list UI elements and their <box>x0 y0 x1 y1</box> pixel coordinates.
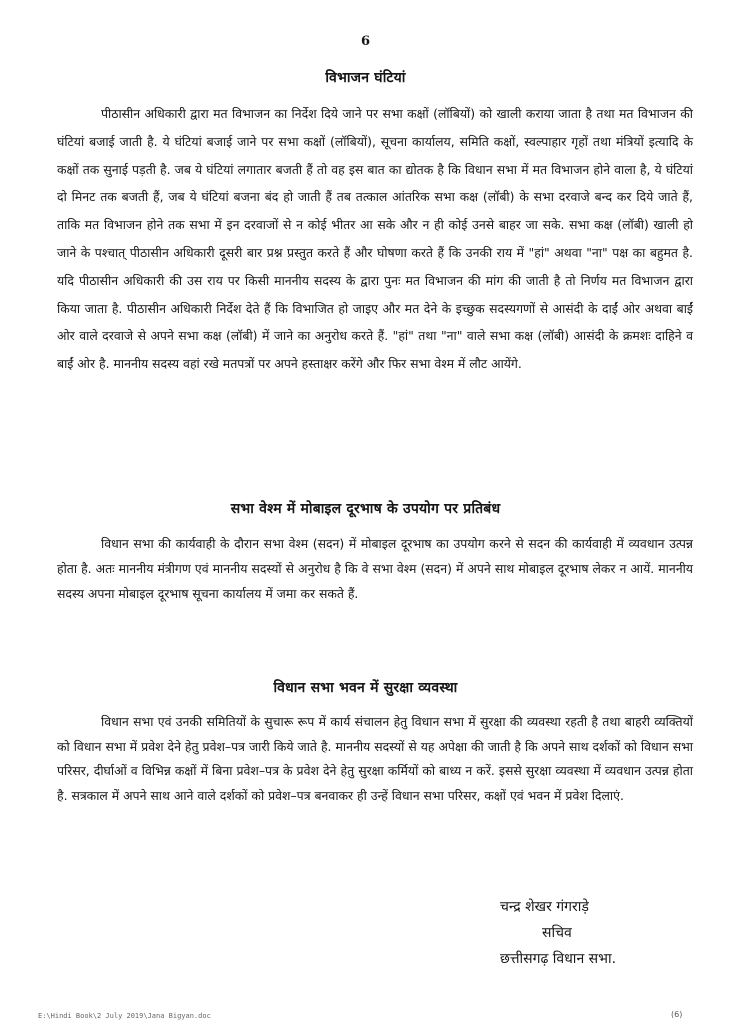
page-number: 6 <box>360 34 371 49</box>
footer-page-marker: (6) <box>671 1010 683 1019</box>
section-heading-mobile-ban: सभा वेश्म में मोबाइल दूरभाष के उपयोग पर प्रतिबंध <box>230 501 501 517</box>
section-body-mobile-ban: विधान सभा की कार्यवाही के दौरान सभा वेश्म (सदन) में मोबाइल दूरभाष का उपयोग करने से सदन की कार्यवाही में व्यवधान उत्पन्न होता है. अतः माननीय मंत्रीगण एवं माननीय सदस्यों से अनुरोध है कि वे सभा वेश्म (सदन) में अपने साथ मोबाइल दूरभाष लेकर न आयें. माननीय सदस्य अपना मोबाइल दूरभाष सूचना कार्यालय में जमा कर सकते हैं. <box>57 536 693 601</box>
section-heading-division-bells: विभाजन घंटियां <box>325 70 406 86</box>
signatory-name: चन्द्र शेखर गंगराड़े <box>500 899 589 915</box>
signatory-organization: छत्तीसगढ़ विधान सभा. <box>500 951 617 967</box>
section-body-division-bells: पीठासीन अधिकारी द्वारा मत विभाजन का निर्देश दिये जाने पर सभा कक्षों (लॉबियों) को खाली कराया जाता है तथा मत विभाजन की घंटियां बजाई जाती है. ये घंटियां बजाई जाने पर सभा कक्षों (लॉबियों), सूचना कार्यालय, समिति कक्षों, स्वल्पाहार गृहों तथा मंत्रियों इत्यादि के कक्षों तक सुनाई पड़ती है. जब ये घंटियां लगातार बजती हैं तो वह इस बात का द्योतक है कि विधान सभा में मत विभाजन होने वाला है, ये घंटियां दो मिनट तक बजती हैं, जब ये घंटियां बजना बंद हो जाती हैं तब तत्काल आंतरिक सभा कक्ष (लॉबी) के सभा दरवाजे बन्द कर दिये जाते हैं, ताकि मत विभाजन होने तक सभा में इन दरवाजों से न कोई भीतर आ सके और न ही कोई उनसे बाहर जा सके. सभा कक्ष (लॉबी) खाली हो जाने के पश्चात् पीठासीन अधिकारी दूसरी बार प्रश्न प्रस्तुत करते हैं और घोषणा करते हैं कि उनकी राय में "हां" अथवा "ना" पक्ष का बहुमत है. यदि पीठासीन अधिकारी की उस राय पर किसी माननीय सदस्य के द्वारा पुनः मत विभाजन की मांग की जाती है तो निर्णय मत विभाजन द्वारा किया जाता है. पीठासीन अधिकारी निर्देश देते हैं कि विभाजित हो जाइए और मत देने के इच्छुक सदस्यगणों से आसंदी के दाईं ओर अथवा बाईं ओर वाले दरवाजे से अपने सभा कक्ष (लॉबी) में जाने का अनुरोध करते हैं. "हां" तथा "ना" वाले सभा कक्ष (लॉबी) आसंदी के क्रमशः दाहिने व बाईं ओर है. माननीय सदस्य वहां रखे मतपत्रों पर अपने हस्ताक्षर करेंगे और फिर सभा वेश्म में लौट आयेंगे. <box>57 106 693 372</box>
section-heading-security: विधान सभा भवन में सुरक्षा व्यवस्था <box>273 680 458 696</box>
signatory-title: सचिव <box>542 925 572 941</box>
section-body-security: विधान सभा एवं उनकी समितियों के सुचारू रूप में कार्य संचालन हेतु विधान सभा में सुरक्षा की व्यवस्था रहती है तथा बाहरी व्यक्तियों को विधान सभा में प्रवेश देने हेतु प्रवेश–पत्र जारी किये जाते है. माननीय सदस्यों से यह अपेक्षा की जाती है कि अपने साथ दर्शकों को विधान सभा परिसर, दीर्घाओं व विभिन्न कक्षों में बिना प्रवेश–पत्र के प्रवेश देने हेतु सुरक्षा कर्मियों को बाध्य न करें. इससे सुरक्षा व्यवस्था में व्यवधान उत्पन्न होता है. सत्रकाल में अपने साथ आने वाले दर्शकों को प्रवेश–पत्र बनवाकर ही उन्हें विधान सभा परिसर, कक्षों एवं भवन में प्रवेश दिलाएं. <box>57 714 693 803</box>
footer-file-path: E:\Hindi Book\2 July 2019\Jana Bigyan.doc <box>38 1012 211 1020</box>
